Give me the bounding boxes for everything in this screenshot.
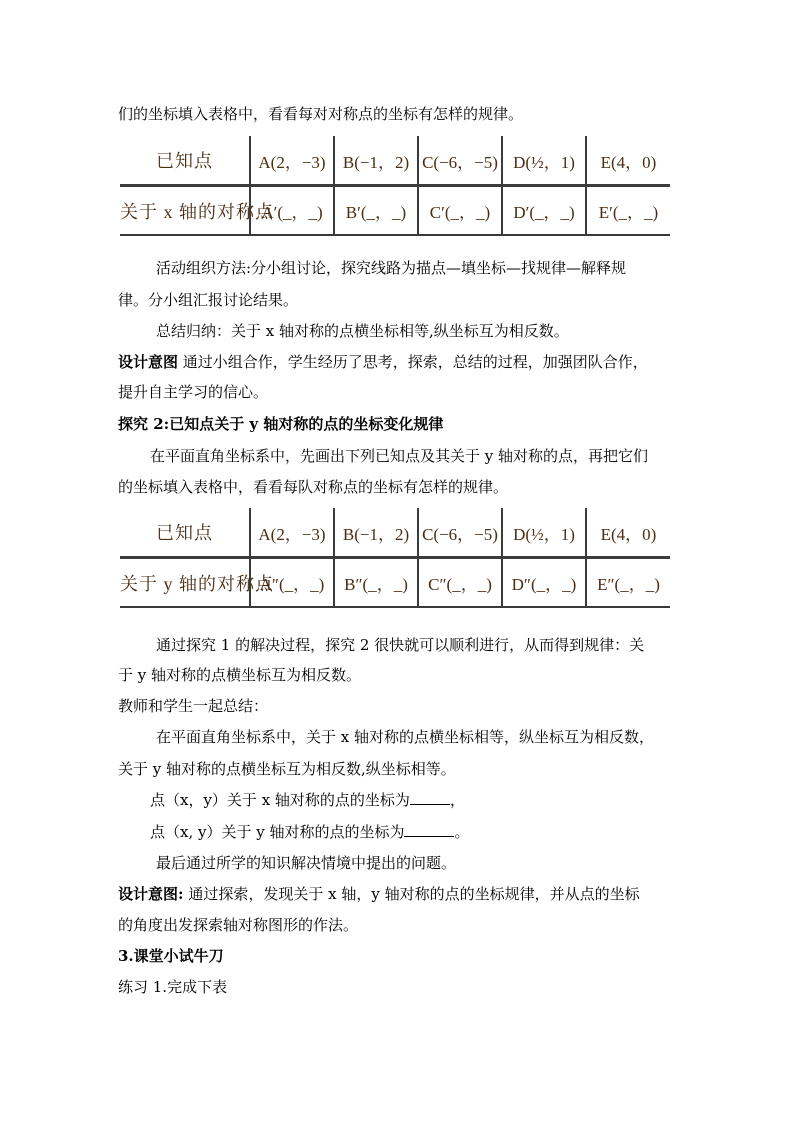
paragraph-line: 于 y 轴对称的点横坐标互为相反数。 — [118, 666, 362, 684]
fill-in-punct: ， — [449, 791, 465, 809]
table-cell: B″(_，_) — [334, 558, 418, 608]
table-cell: E″(_，_) — [586, 558, 670, 608]
table-cell: 关于 x 轴的对称点 — [120, 186, 250, 236]
paragraph-line: 在平面直角坐标系中，先画出下列已知点及其关于 y 轴对称的点，再把它们 — [150, 447, 649, 465]
fill-in-line — [150, 790, 710, 810]
table-cell: A(2，−3) — [250, 136, 334, 186]
table-cell: A(2，−3) — [250, 508, 334, 558]
table-cell: E′(_，_) — [586, 186, 670, 236]
section-heading: 3.课堂小试牛刀 — [118, 947, 224, 965]
table-row — [120, 186, 670, 236]
table-cell: C′(_，_) — [418, 186, 502, 236]
fill-in-text: 点（x, y）关于 y 轴对称的点的坐标为 — [150, 823, 405, 841]
paragraph-line: 最后通过所学的知识解决情境中提出的问题。 — [156, 854, 457, 872]
table-cell: C″(_，_) — [418, 558, 502, 608]
table-cell: C(−6，−5) — [418, 136, 502, 186]
table-row — [120, 508, 670, 558]
answer-blank — [404, 822, 454, 837]
paragraph-line: 的角度出发探索轴对称图形的作法。 — [118, 916, 359, 934]
table-cell: D′(_，_) — [502, 186, 586, 236]
table-cell: A″(_，_) — [250, 558, 334, 608]
paragraph-line: 们的坐标填入表格中，看看每对对称点的坐标有怎样的规律。 — [118, 105, 524, 123]
design-intent-label: 设计意图: — [118, 885, 184, 903]
x-axis-symmetry-table — [120, 136, 670, 236]
paragraph-line: 通过探究 1 的解决过程，探究 2 很快就可以顺利进行，从而得到规律：关 — [156, 636, 645, 654]
table-cell: B′(_，_) — [334, 186, 418, 236]
table-row — [120, 558, 670, 608]
section-heading: 探究 2:已知点关于 y 轴对称的点的坐标变化规律 — [118, 415, 444, 433]
design-intent-label: 设计意图 — [118, 353, 179, 371]
y-axis-symmetry-table — [120, 508, 670, 608]
paragraph-line: 在平面直角坐标系中，关于 x 轴对称的点横坐标相等，纵坐标互为相反数， — [156, 728, 654, 746]
design-intent-text: 通过小组合作，学生经历了思考，探索，总结的过程，加强团队合作， — [182, 353, 648, 371]
table-cell: 已知点 — [120, 136, 250, 186]
paragraph-line: 活动组织方法:分小组讨论，探究线路为描点—填坐标—找规律—解释规 — [156, 259, 627, 277]
answer-blank — [410, 790, 450, 805]
paragraph-line: 提升自主学习的信心。 — [118, 383, 269, 401]
table-row — [120, 136, 670, 186]
fill-in-line — [150, 822, 710, 842]
paragraph-line: 关于 y 轴对称的点横坐标互为相反数,纵坐标相等。 — [118, 760, 456, 778]
table-cell: B(−1，2) — [334, 136, 418, 186]
design-intent-2 — [118, 884, 678, 904]
fill-in-text: 点（x，y）关于 x 轴对称的点的坐标为 — [150, 791, 410, 809]
table-cell: E(4，0) — [586, 508, 670, 558]
fill-in-punct: 。 — [454, 823, 470, 841]
table-cell: D(½，1) — [502, 136, 586, 186]
paragraph-line: 的坐标填入表格中，看看每队对称点的坐标有怎样的规律。 — [118, 478, 509, 496]
table-cell: C(−6，−5) — [418, 508, 502, 558]
paragraph-line: 练习 1.完成下表 — [118, 978, 228, 996]
paragraph-line: 总结归纳：关于 x 轴对称的点横坐标相等,纵坐标互为相反数。 — [156, 322, 569, 340]
table-cell: E(4，0) — [586, 136, 670, 186]
table-cell: A′(_，_) — [250, 186, 334, 236]
design-intent-text: 通过探索，发现关于 x 轴，y 轴对称的点的坐标规律，并从点的坐标 — [188, 885, 640, 903]
paragraph-line: 律。分小组汇报讨论结果。 — [118, 291, 299, 309]
design-intent-1 — [118, 352, 678, 372]
table-cell: 关于 y 轴的对称点 — [120, 558, 250, 608]
table-cell: B(−1，2) — [334, 508, 418, 558]
table-cell: D(½，1) — [502, 508, 586, 558]
table-cell: 已知点 — [120, 508, 250, 558]
paragraph-line: 教师和学生一起总结： — [118, 697, 269, 715]
table-cell: D″(_，_) — [502, 558, 586, 608]
